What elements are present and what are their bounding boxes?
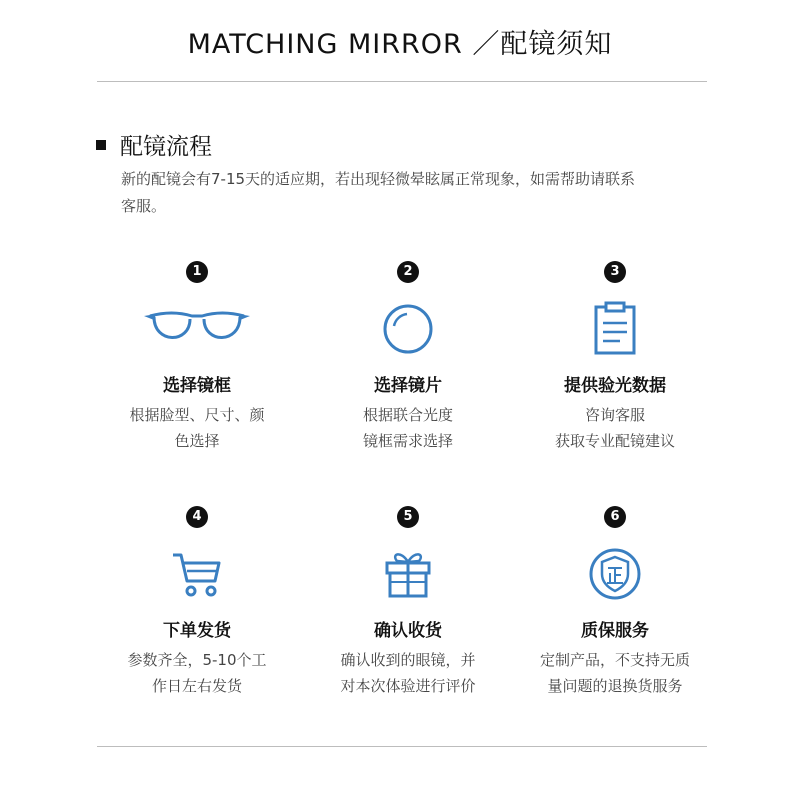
desc-line: 获取专业配镜建议: [554, 432, 675, 450]
step-description: [97, 647, 297, 699]
desc-line: 量问题的退换货服务: [547, 677, 683, 695]
glasses-icon: [97, 297, 297, 361]
notice-line: 新的配镜会有7-15天的适应期，若出现轻微晕眩属正常现象，如需帮助请联系: [121, 170, 636, 188]
step-title: 选择镜框: [163, 376, 231, 396]
section-title-text: 配镜流程: [120, 134, 212, 160]
step-description: [515, 647, 715, 699]
shield-icon: [515, 542, 715, 606]
section-heading: [96, 128, 212, 161]
step-number-badge: 5: [397, 506, 419, 528]
bottom-divider: [97, 746, 707, 747]
step-select-frame: [97, 261, 297, 454]
desc-line: 对本次体验进行评价: [340, 677, 476, 695]
top-divider: [97, 81, 707, 82]
step-title: 质保服务: [581, 621, 649, 641]
desc-line: 定制产品，不支持无质: [539, 651, 690, 669]
square-bullet-icon: [96, 140, 106, 150]
step-title: 提供验光数据: [564, 376, 666, 396]
step-number-badge: 2: [397, 261, 419, 283]
desc-line: 色选择: [174, 432, 220, 450]
step-number-badge: 6: [604, 506, 626, 528]
step-title: 确认收货: [374, 621, 442, 641]
step-description: [97, 402, 297, 454]
lens-icon: [308, 297, 508, 361]
step-select-lens: [308, 261, 508, 454]
step-title: 选择镜片: [374, 376, 442, 396]
desc-line: 咨询客服: [584, 406, 645, 424]
step-number-badge: 4: [186, 506, 208, 528]
desc-line: 确认收到的眼镜，并: [340, 651, 476, 669]
step-order-ship: [97, 506, 297, 699]
step-description: [515, 402, 715, 454]
gift-icon: [308, 542, 508, 606]
step-warranty: [515, 506, 715, 699]
adaptation-notice: [121, 166, 706, 220]
step-confirm-receipt: [308, 506, 508, 699]
page-title: MATCHING MIRROR ／配镜须知: [187, 29, 613, 60]
notice-line: 客服。: [121, 197, 167, 215]
desc-line: 参数齐全，5-10个工: [127, 651, 267, 669]
desc-line: 根据联合光度: [362, 406, 453, 424]
step-description: [308, 402, 508, 454]
step-description: [308, 647, 508, 699]
desc-line: 根据脸型、尺寸、颜: [129, 406, 265, 424]
desc-line: 作日左右发货: [151, 677, 242, 695]
desc-line: 镜框需求选择: [362, 432, 453, 450]
step-number-badge: 3: [604, 261, 626, 283]
step-title: 下单发货: [163, 621, 231, 641]
cart-icon: [97, 542, 297, 606]
step-number-badge: 1: [186, 261, 208, 283]
clipboard-icon: [515, 297, 715, 361]
step-provide-prescription: [515, 261, 715, 454]
